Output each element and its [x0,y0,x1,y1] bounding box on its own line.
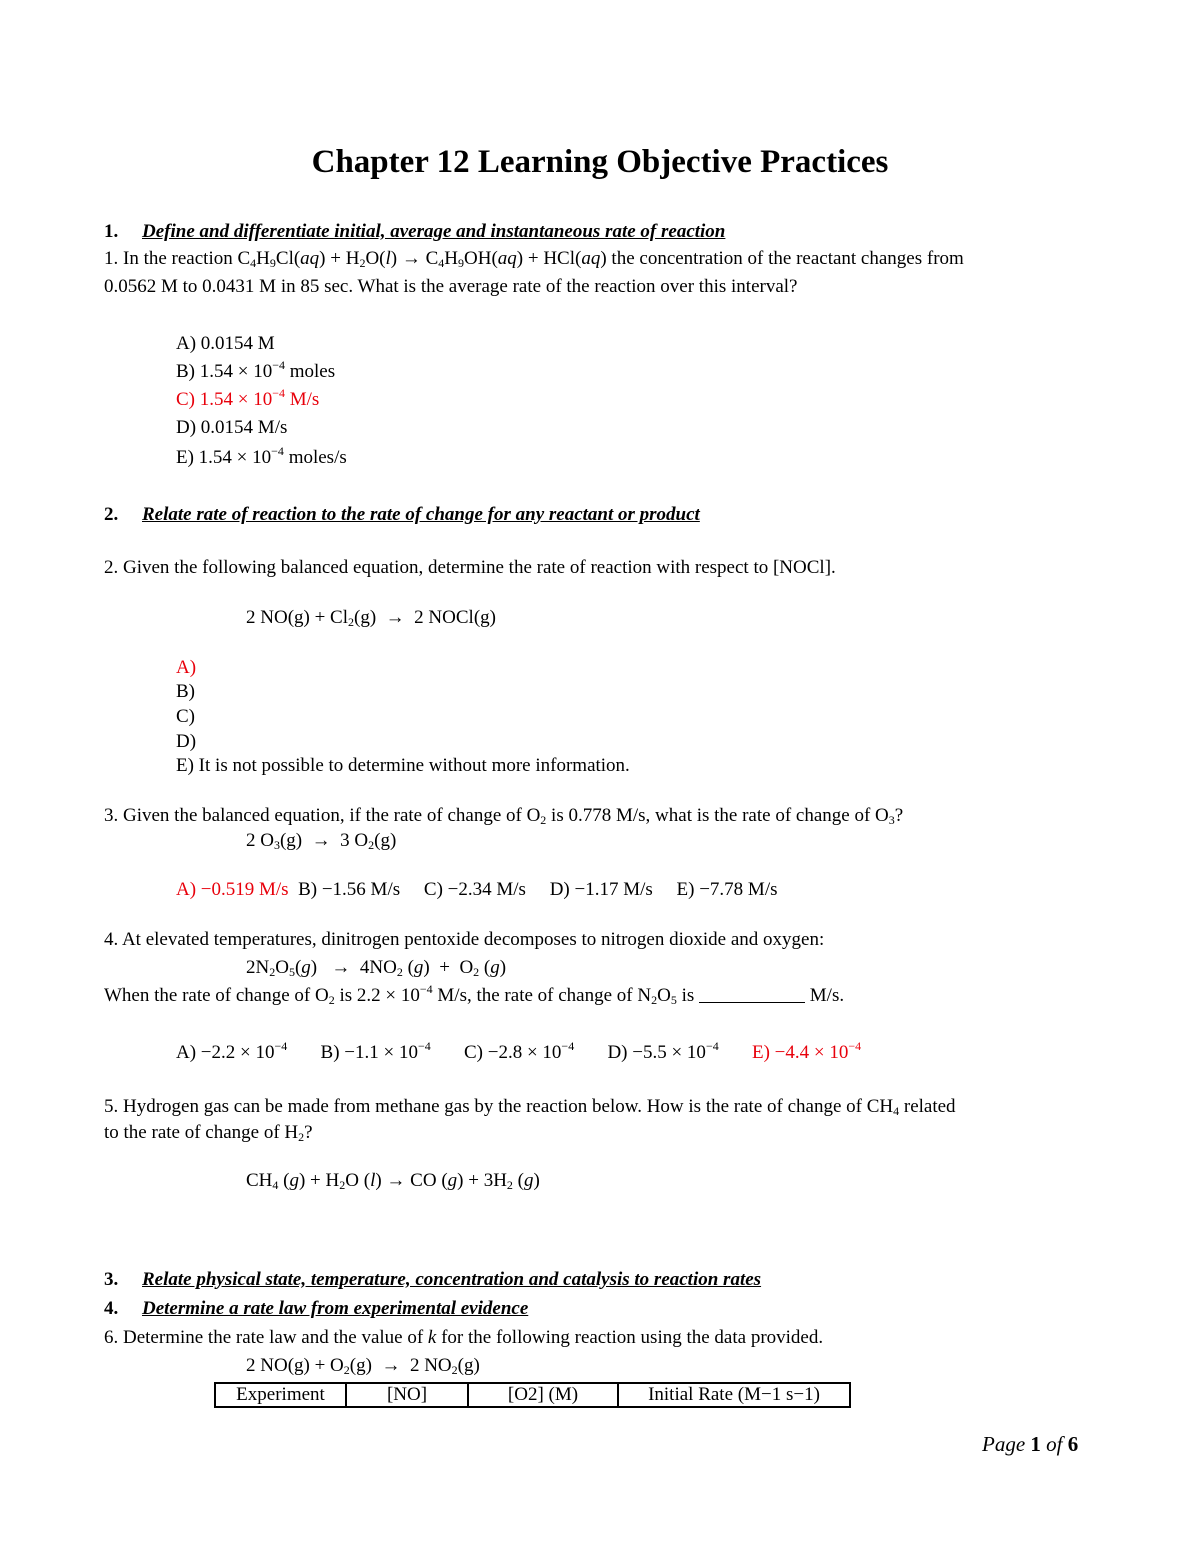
objective-text: Determine a rate law from experimental evidence [142,1298,529,1319]
objective-number: 2. [104,504,119,525]
table-header-cell: [NO] [346,1383,468,1407]
q1-option-a: A) 0.0154 M [176,333,275,354]
q1-option-c-correct: C) $1.54 \times 10^{-4}$ M/s [176,386,320,410]
q1-option-d: D) 0.0154 M/s [176,417,288,438]
objective-2 [104,503,700,527]
objective-text: Relate physical state, temperature, concentration and catalysis to reaction rates [142,1269,762,1290]
rate-data-table [214,1382,851,1408]
q4-question: When the rate of change of $O_2$ is $2.2 \times 10^{-4}$ M/s, the rate of change of $N_2O_5$ is M/s. [104,982,845,1007]
objective-number: 4. [104,1298,119,1319]
q4-option-c: $C) -2.8 \times 10^{-4}$ [463,1039,575,1063]
q1-line-1: 1. In the reaction $C_4H_9Cl(aq) + H_2O(l) \to C_4H_9OH(aq) + HCl(aq)$ the concentration of the reactant changes from [104,248,964,270]
q2-option-a-correct: A) [176,657,197,678]
table-header-cell: [O2] (M) [468,1383,618,1407]
q1-option-e: E) $1.54 \times 10^{-4}$ moles/s [176,444,347,468]
page-title: Chapter 12 Learning Objective Practices [311,144,889,180]
q3-option-d: D) −1.17 M/s [549,879,653,900]
q1-prefix: 1. In the reaction C [104,248,251,269]
q3-option-c: C) −2.34 M/s [423,879,526,900]
q4-option-b: $B) -1.1 \times 10^{-4}$ [320,1039,431,1063]
q2-equation: 2 $NO(g) + Cl_2(g) \to 2$ NOCl(g) [246,607,496,629]
q2-option-e: E) It is not possible to determine without more information. [176,755,630,776]
q2-option-c: C) [176,706,195,727]
table-header-cell: Experiment [215,1383,346,1407]
objective-text: Define and differentiate initial, average and instantaneous rate of reaction [142,221,726,242]
q4-option-d: $D) -5.5 \times 10^{-4}$ [607,1039,719,1063]
q5-line-2: to the rate of change of $H_2$? [104,1122,313,1144]
objective-1 [104,220,725,244]
q6-question: 6. Determine the rate law and the value of k for the following reaction using the data provided. [104,1327,824,1348]
q4-option-e-correct: $E) -4.4 \times 10^{-4}$ [751,1039,862,1063]
q3-equation: 2 $O_3(g) \to 3$ $O_2(g)$ [246,830,397,852]
q3-option-e: E) −7.78 M/s [676,879,778,900]
table-header-cell: Initial Rate (M−1 s−1) [618,1383,850,1407]
page-number: Page 1 of 6 [982,1432,1079,1456]
objective-number: 1. [104,221,119,242]
objective-text: Relate rate of reaction to the rate of change for any reactant or product [142,504,700,525]
table-header-row [215,1383,850,1407]
q3-options [176,878,778,902]
q4-intro: 4. At elevated temperatures, dinitrogen pentoxide decomposes to nitrogen dioxide and oxygen: [104,929,825,950]
q2-option-d: D) [176,731,197,752]
q3-option-b: B) −1.56 M/s [298,879,401,900]
q4-options [176,1041,861,1065]
q5-equation: $CH_4$ $(g) + H_2O$ (l) → CO $(g) + 3H_2$ (g) [246,1170,540,1192]
q3-question: 3. Given the balanced equation, if the rate of change of $O_2$ is 0.778 M/s, what is the rate of change of $O_3$? [104,805,904,827]
objective-number: 3. [104,1269,119,1290]
q2-question: 2. Given the following balanced equation, determine the rate of reaction with respect to [NOCl]. [104,557,836,578]
q6-equation: 2 $NO(g) + O_2(g) \to 2$ $NO_2(g)$ [246,1355,480,1377]
q1-option-b: B) $1.54 \times 10^{-4}$ moles [176,358,336,382]
q1-line-2: 0.0562 M to 0.0431 M in 85 sec. What is the average rate of the reaction over this interval? [104,276,798,297]
q2-option-b: B) [176,681,195,702]
objective-3 [104,1268,761,1292]
q4-option-a: $A) -2.2 \times 10^{-4}$ [176,1039,288,1063]
q5-line-1: 5. Hydrogen gas can be made from methane gas by the reaction below. How is the rate of change of $CH_4$ related [104,1096,956,1118]
q4-equation: $2N_2O_5(g) \to 4NO_2$ $(g) + O_2$ (g) [246,957,507,979]
objective-4 [104,1297,528,1321]
q3-option-a-correct: A) −0.519 M/s [176,879,289,900]
